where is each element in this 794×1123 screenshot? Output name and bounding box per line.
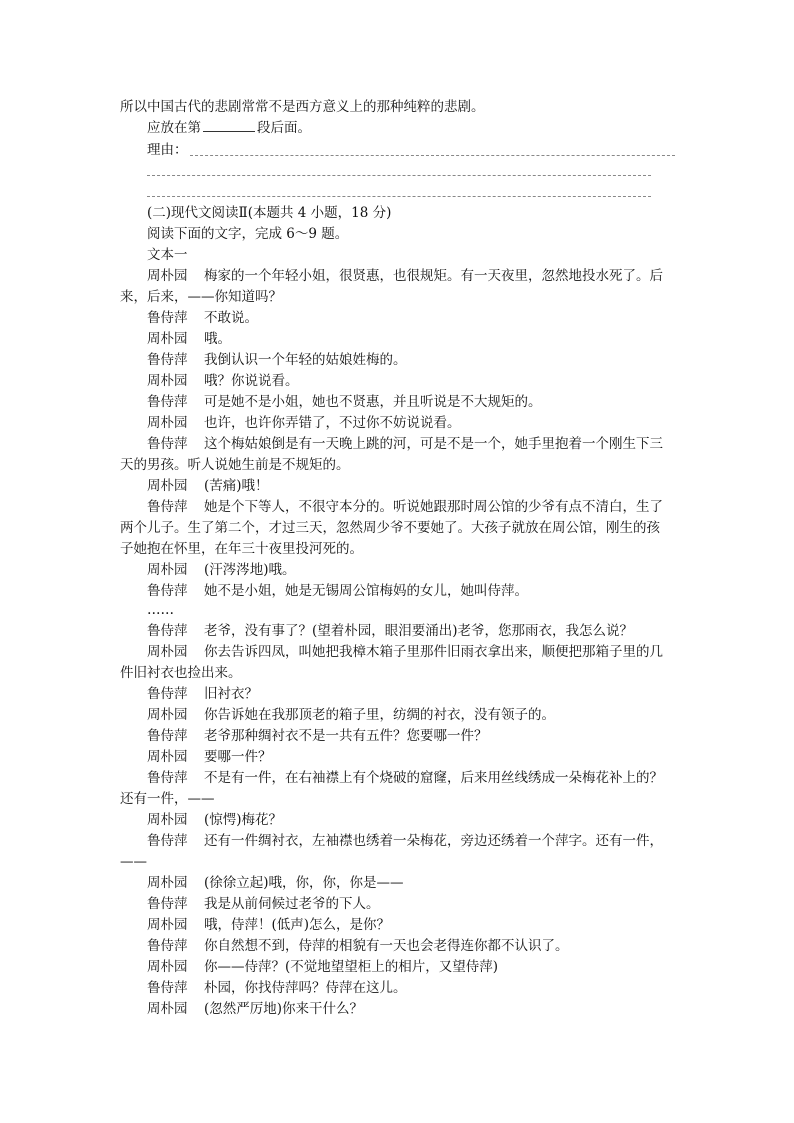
- answer-position-line: [147, 118, 713, 138]
- dialogue-cont: 还有一件，——: [120, 791, 215, 807]
- reason-answer-line-3[interactable]: [147, 196, 651, 197]
- dialogue-cont: 子她抱在怀里，在年三十夜里投河死的。: [120, 541, 363, 557]
- document-page: 所以中国古代的悲剧常常不是西方意义上的那种纯粹的悲剧。 应放在第 段后面。 理由： (二)现代文阅读Ⅱ(本题共 4 小题，18 分) 阅读下面的文字，完成 6～9 题。 文本一 周朴园 梅家的一个年轻小姐，很贤惠，也很规矩。有一天夜里，忽然地投水死了。后 来，后来，——你知道吗？ 鲁侍萍 不敢说。 周朴园 哦。 鲁侍萍 我倒认识一个年轻的姑娘姓梅的。 周朴园 哦？你说说看。 鲁侍萍 可是她不是小姐，她也不贤惠，并且听说是不大规矩的。 周朴园 也许，也许你弄错了，不过你不妨说说看。 鲁侍萍 这个梅姑娘倒是有一天晚上跳的河，可是不是一个，她手里抱着一个刚生下三 天的男孩。听人说她生前是不规矩的。 周朴园 (苦痛)哦！ 鲁侍萍 她是个下等人，不很守本分的。听说她跟那时周公馆的少爷有点不清白，生了 两个儿子。生了第二个，才过三天，忽然周少爷不要她了。大孩子就放在周公馆，刚生的孩 子她抱在怀里，在年三十夜里投河死的。 周朴园 (汗涔涔地)哦。 鲁侍萍 她不是小姐，她是无锡周公馆梅妈的女儿，她叫侍萍。 …… 鲁侍萍 老爷，没有事了？(望着朴园，眼泪要涌出)老爷，您那雨衣，我怎么说？ 周朴园 你去告诉四凤，叫她把我樟木箱子里那件旧雨衣拿出来，顺便把那箱子里的几 件旧衬衣也捡出来。 鲁侍萍 旧衬衣？ 周朴园 你告诉她在我那顶老的箱子里，纺绸的衬衣，没有领子的。 鲁侍萍 老爷那种绸衬衣不是一共有五件？您要哪一件？ 周朴园 要哪一件？ 鲁侍萍 不是有一件，在右袖襟上有个烧破的窟窿，后来用丝线绣成一朵梅花补上的？ 还有一件，—— 周朴园 (惊愕)梅花？ 鲁侍萍 还有一件绸衬衣，左袖襟也绣着一朵梅花，旁边还绣着一个萍字。还有一件， —— 周朴园 (徐徐立起)哦，你，你，你是—— 鲁侍萍 我是从前伺候过老爷的下人。 周朴园 哦，侍萍！(低声)怎么，是你？ 鲁侍萍 你自然想不到，侍萍的相貌有一天也会老得连你都不认识了。 周朴园 你——侍萍？(不觉地望望柜上的相片，又望侍萍) 鲁侍萍 朴园，你找侍萍吗？侍萍在这儿。 周朴园 (忽然严厉地)你来干什么？: [0, 0, 794, 1123]
- answer-blank[interactable]: [203, 118, 255, 132]
- section-heading: (二)现代文阅读Ⅱ(本题共 4 小题，18 分): [147, 205, 392, 221]
- intro-last-line: 所以中国古代的悲剧常常不是西方意义上的那种纯粹的悲剧。: [120, 99, 485, 115]
- dialogue-cont: ——: [120, 854, 147, 870]
- instruction: 阅读下面的文字，完成 6～9 题。: [147, 226, 349, 242]
- answer-position-suffix: 段后面。: [257, 120, 311, 136]
- answer-position-prefix: 应放在第: [147, 120, 201, 136]
- reason-label: 理由：: [147, 142, 188, 158]
- dialogue-cont: 件旧衬衣也捡出来。: [120, 665, 242, 681]
- dialogue-cont: 来，后来，——你知道吗？: [120, 289, 282, 305]
- reason-answer-line-1[interactable]: [190, 155, 675, 156]
- ellipsis: ……: [147, 602, 174, 618]
- text-label: 文本一: [147, 247, 188, 263]
- dialogue-cont: 天的男孩。听人说她生前是不规矩的。: [120, 457, 350, 473]
- dialogue-cont: 两个儿子。生了第二个，才过三天，忽然周少爷不要她了。大孩子就放在周公馆，刚生的孩: [120, 520, 660, 536]
- reason-answer-line-2[interactable]: [147, 175, 651, 176]
